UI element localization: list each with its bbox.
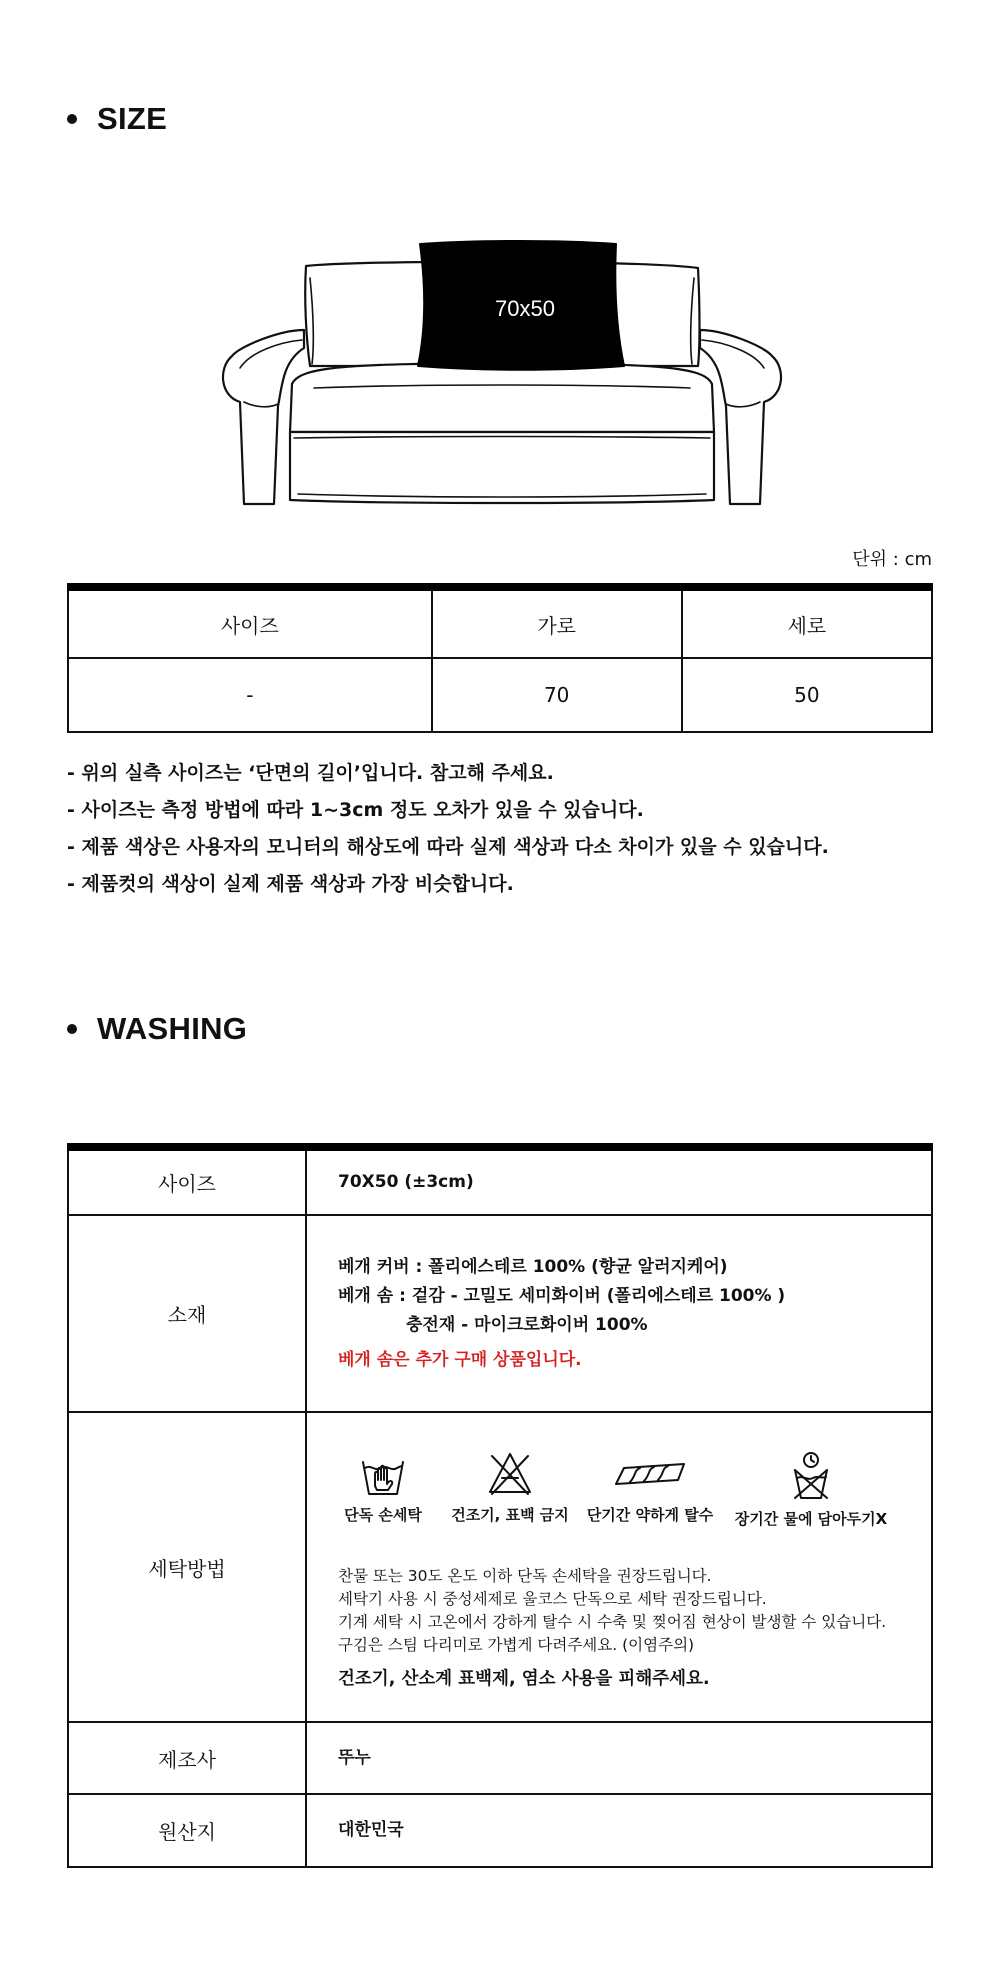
size-table-row <box>68 658 932 732</box>
care-icon-caption: 건조기, 표백 금지 <box>451 1506 569 1524</box>
washing-heading: WASHING <box>97 1011 248 1046</box>
wash-description <box>338 1565 930 1690</box>
care-icon-caption: 단독 손세탁 <box>344 1506 422 1524</box>
care-icon-caption: 단기간 약하게 탈수 <box>586 1506 714 1524</box>
short-gentle-spin-icon <box>610 1450 690 1498</box>
size-table-cell: 70 <box>432 658 682 732</box>
washing-row-size <box>68 1147 932 1215</box>
size-section-heading <box>67 101 167 137</box>
sofa-illustration <box>220 238 784 513</box>
size-heading: SIZE <box>97 101 168 136</box>
care-icon-caption: 장기간 물에 담아두기X <box>734 1510 888 1528</box>
wash-desc-line: 찬물 또는 30도 온도 이하 단독 손세탁을 권장드립니다. <box>338 1567 712 1585</box>
origin-value: 대한민국 <box>338 1820 404 1840</box>
sofa-base <box>290 432 714 503</box>
no-dryer-no-bleach-icon <box>486 1450 534 1498</box>
row-value <box>306 1722 932 1794</box>
material-line: 충전재 - 마이크로화이버 100% <box>406 1314 648 1335</box>
pillow-size-label: 70x50 <box>495 296 555 321</box>
wash-warning: 건조기, 산소계 표백제, 염소 사용을 피해주세요. <box>338 1669 710 1689</box>
row-value <box>306 1412 932 1722</box>
material-line: 베개 커버 : 폴리에스테르 100% (향균 알러지케어) <box>338 1256 728 1277</box>
row-label: 세탁방법 <box>68 1412 306 1722</box>
bullet-icon <box>67 114 77 124</box>
size-note: - 제품컷의 색상이 실제 제품 색상과 가장 비슷합니다. <box>67 873 514 895</box>
care-icon-item <box>320 1450 446 1529</box>
washing-row-origin <box>68 1794 932 1867</box>
row-value <box>306 1147 932 1215</box>
wash-desc-line: 기계 세탁 시 고온에서 강하게 탈수 시 수축 및 찢어짐 현상이 발생할 수 있습니다. <box>338 1613 887 1631</box>
wash-desc-line: 구김은 스팀 다리미로 가볍게 다려주세요. (이염주의) <box>338 1636 695 1654</box>
material-line: 베개 솜 : 겉감 - 고밀도 세미화이버 (폴리에스테르 100% ) <box>338 1285 786 1306</box>
bullet-icon <box>67 1024 77 1034</box>
row-label: 제조사 <box>68 1722 306 1794</box>
row-value <box>306 1794 932 1867</box>
unit-label: 단위 : cm <box>852 549 932 570</box>
wash-desc-line: 세탁기 사용 시 중성세제로 울코스 단독으로 세탁 권장드립니다. <box>338 1590 767 1608</box>
no-long-soak-icon <box>787 1450 835 1502</box>
care-icons <box>320 1450 930 1529</box>
sofa-seat-cushion <box>290 363 714 432</box>
manufacturer-value: 뚜누 <box>338 1747 371 1768</box>
row-label: 원산지 <box>68 1794 306 1867</box>
row-value <box>306 1215 932 1412</box>
size-value: 70X50 (±3cm) <box>338 1172 474 1192</box>
size-table-header-row <box>68 587 932 658</box>
washing-table <box>67 1143 933 1868</box>
size-table-header-cell: 세로 <box>682 587 932 658</box>
washing-row-manufacturer <box>68 1722 932 1794</box>
washing-row-method <box>68 1412 932 1722</box>
size-note: - 제품 색상은 사용자의 모니터의 해상도에 따라 실제 색상과 다소 차이가 있을 수 있습니다. <box>67 836 829 858</box>
washing-section-heading <box>67 1011 247 1047</box>
size-table <box>67 583 933 733</box>
size-table-cell: 50 <box>682 658 932 732</box>
size-table-cell: - <box>68 658 432 732</box>
care-icon-item <box>446 1450 574 1529</box>
size-note: - 위의 실측 사이즈는 ‘단면의 길이’입니다. 참고해 주세요. <box>67 762 554 784</box>
row-label: 사이즈 <box>68 1147 306 1215</box>
size-table-header-cell: 가로 <box>432 587 682 658</box>
material-notice: 베개 솜은 추가 구매 상품입니다. <box>338 1349 582 1370</box>
care-icon-item <box>574 1450 726 1529</box>
size-notes <box>67 755 829 903</box>
washing-row-material <box>68 1215 932 1412</box>
hand-wash-icon <box>359 1450 407 1498</box>
size-table-header-cell: 사이즈 <box>68 587 432 658</box>
care-icon-item <box>726 1450 896 1529</box>
row-label: 소재 <box>68 1215 306 1412</box>
size-note: - 사이즈는 측정 방법에 따라 1~3cm 정도 오차가 있을 수 있습니다. <box>67 799 644 821</box>
